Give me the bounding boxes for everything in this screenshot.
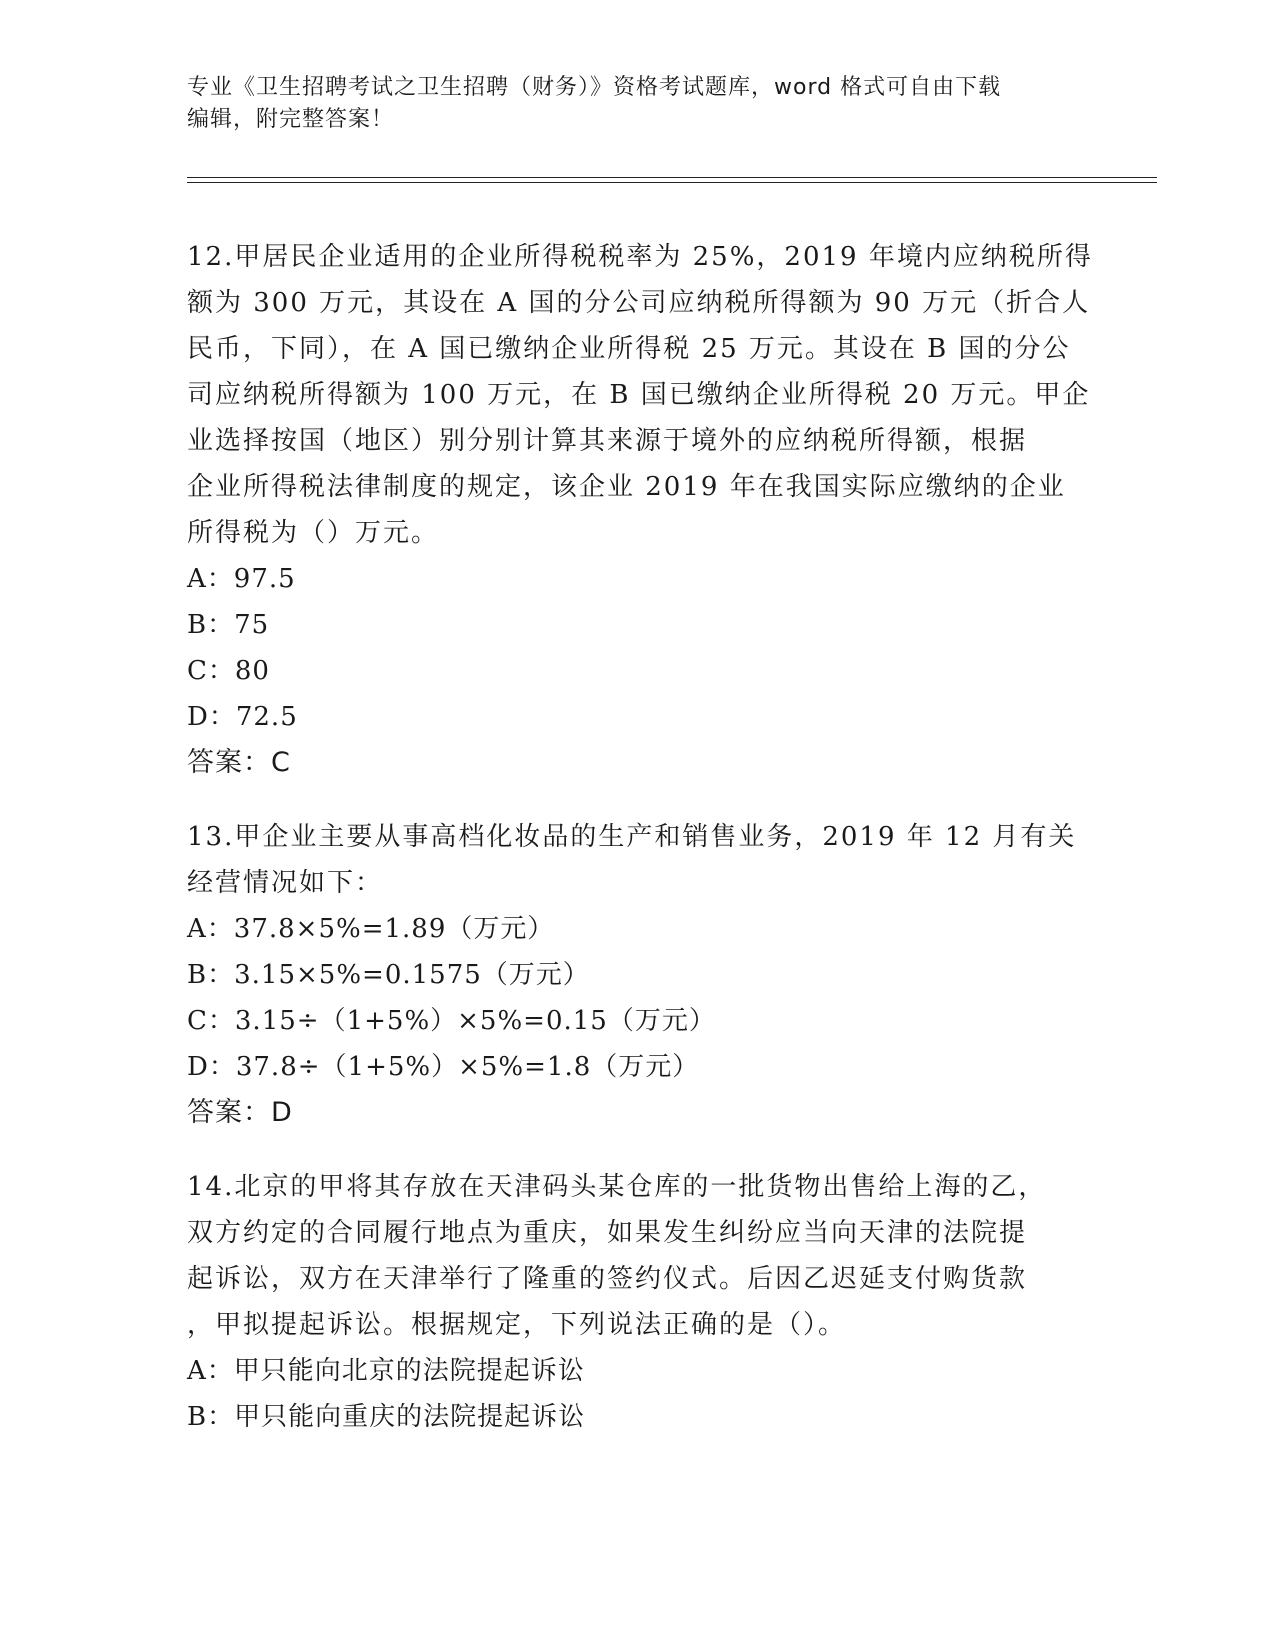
question-text-line: 双方约定的合同履行地点为重庆，如果发生纠纷应当向天津的法院提 bbox=[187, 1218, 1028, 1248]
answer-label: 答案：D bbox=[187, 1097, 293, 1128]
option-b: B：甲只能向重庆的法院提起诉讼 bbox=[187, 1402, 586, 1432]
question-text-line: 所得税为（）万元。 bbox=[187, 518, 440, 548]
question-text-line: 民币，下同），在 A 国已缴纳企业所得税 25 万元。其设在 B 国的分公 bbox=[187, 334, 1071, 364]
question-text-line: ，甲拟提起诉讼。根据规定，下列说法正确的是（）。 bbox=[187, 1310, 847, 1340]
option-b: B：75 bbox=[187, 610, 270, 640]
question-14 bbox=[187, 1164, 1087, 1440]
question-13 bbox=[187, 814, 1087, 1136]
header-divider-top bbox=[187, 177, 1157, 178]
question-text-line: 业选择按国（地区）别分别计算其来源于境外的应纳税所得额，根据 bbox=[187, 426, 1028, 456]
header-line: 专业《卫生招聘考试之卫生招聘（财务）》资格考试题库，word 格式可自由下载 bbox=[187, 75, 1002, 100]
option-a: A：37.8×5%=1.89（万元） bbox=[187, 914, 555, 944]
question-text-line: 12.甲居民企业适用的企业所得税税率为 25%，2019 年境内应纳税所得 bbox=[187, 242, 1093, 272]
header-line: 编辑，附完整答案！ bbox=[187, 107, 395, 132]
question-text-line: 企业所得税法律制度的规定，该企业 2019 年在我国实际应缴纳的企业 bbox=[187, 472, 1066, 502]
document-header bbox=[187, 72, 1067, 136]
question-12 bbox=[187, 234, 1093, 786]
header-divider-bottom bbox=[187, 182, 1157, 183]
question-text-line: 司应纳税所得额为 100 万元，在 B 国已缴纳企业所得税 20 万元。甲企 bbox=[187, 380, 1091, 410]
option-a: A：97.5 bbox=[187, 564, 296, 594]
option-d: D：37.8÷（1+5%）×5%=1.8（万元） bbox=[187, 1052, 700, 1082]
option-a: A：甲只能向北京的法院提起诉讼 bbox=[187, 1356, 585, 1386]
question-text-line: 起诉讼，双方在天津举行了隆重的签约仪式。后因乙迟延支付购货款 bbox=[187, 1264, 1028, 1294]
question-text-line: 经营情况如下： bbox=[187, 868, 384, 898]
question-text-line: 14.北京的甲将其存放在天津码头某仓库的一批货物出售给上海的乙， bbox=[187, 1172, 1047, 1202]
answer-label: 答案：C bbox=[187, 747, 291, 778]
option-c: C：3.15÷（1+5%）×5%=0.15（万元） bbox=[187, 1006, 716, 1036]
question-text-line: 13.甲企业主要从事高档化妆品的生产和销售业务，2019 年 12 月有关 bbox=[187, 822, 1077, 852]
option-d: D：72.5 bbox=[187, 702, 298, 732]
question-text-line: 额为 300 万元，其设在 A 国的分公司应纳税所得额为 90 万元（折合人 bbox=[187, 288, 1091, 318]
option-c: C：80 bbox=[187, 656, 270, 686]
option-b: B：3.15×5%=0.1575（万元） bbox=[187, 960, 590, 990]
question-list bbox=[187, 234, 1093, 1468]
